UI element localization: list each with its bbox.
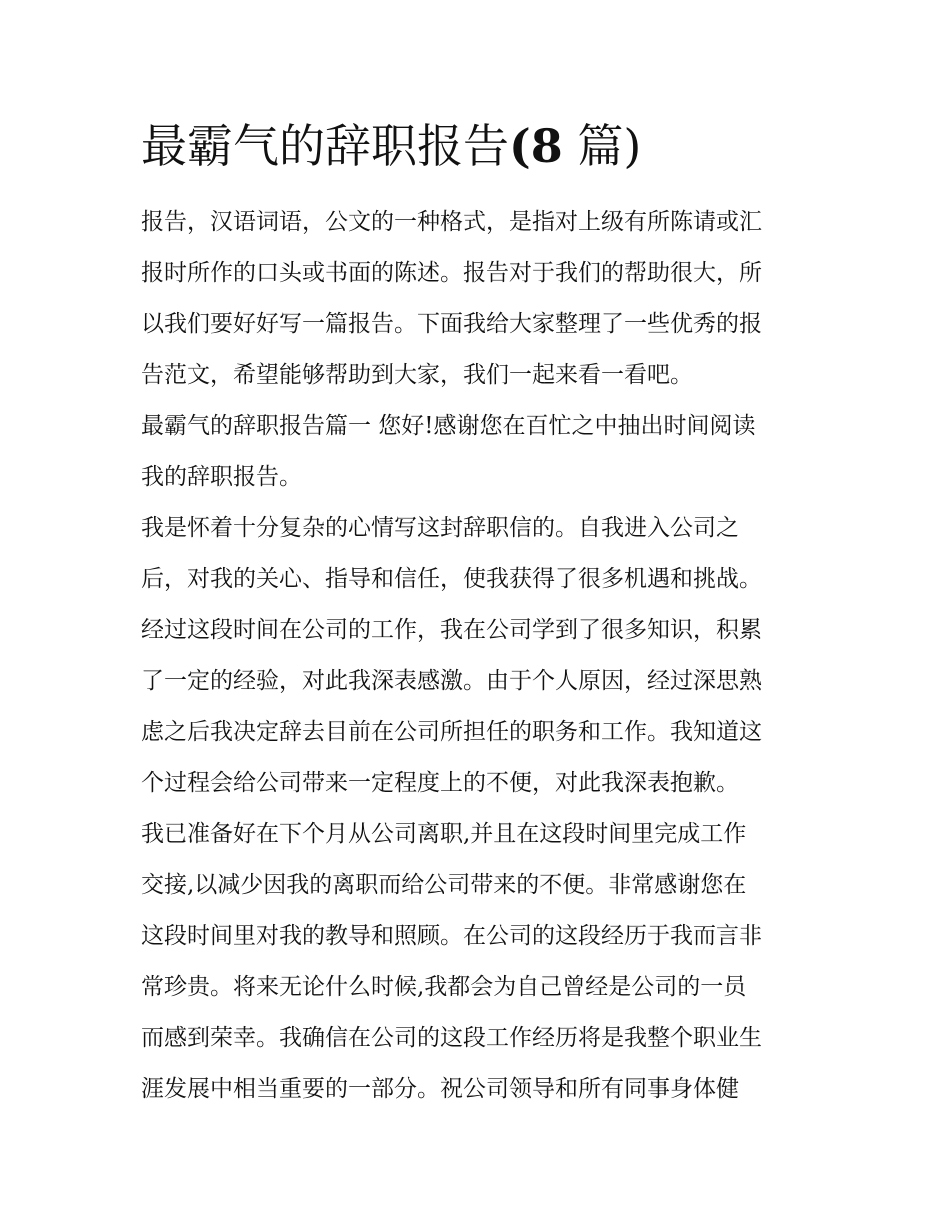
text-line: 了一定的经验，对此我深表感激。由于个人原因，经过深思熟 (141, 668, 762, 694)
title-count: 8 (530, 119, 563, 173)
text-line: 个过程会给公司带来一定程度上的不便，对此我深表抱歉。 (141, 770, 739, 796)
text-line: 我是怀着十分复杂的心情写这封辞职信的。自我进入公司之 (141, 515, 739, 541)
document-title (141, 112, 821, 180)
text-line: 这段时间里对我的教导和照顾。在公司的这段经历于我而言非 (141, 923, 762, 949)
text-line: 后，对我的关心、指导和信任，使我获得了很多机遇和挑战。 (141, 566, 762, 592)
text-line: 以我们要好好写一篇报告。下面我给大家整理了一些优秀的报 (141, 311, 762, 337)
title-paren-open: ( (509, 119, 531, 173)
text-line: 经过这段时间在公司的工作，我在公司学到了很多知识，积累 (141, 617, 762, 643)
text-line: 告范文，希望能够帮助到大家，我们一起来看一看吧。 (141, 362, 693, 388)
text-line: 涯发展中相当重要的一部分。祝公司领导和所有同事身体健 (141, 1076, 739, 1102)
text-line: 我已准备好在下个月从公司离职,并且在这段时间里完成工作 (141, 821, 747, 847)
text-line: 最霸气的辞职报告篇一 您好!感谢您在百忙之中抽出时间阅读 (141, 413, 756, 439)
title-tail: 篇) (562, 119, 642, 173)
document-body (141, 197, 813, 1115)
text-line: 交接,以减少因我的离职而给公司带来的不便。非常感谢您在 (141, 872, 747, 898)
text-line: 报告，汉语词语，公文的一种格式，是指对上级有所陈请或汇 (141, 209, 762, 235)
text-line: 而感到荣幸。我确信在公司的这段工作经历将是我整个职业生 (141, 1025, 762, 1051)
text-line: 报时所作的口头或书面的陈述。报告对于我们的帮助很大，所 (141, 260, 762, 286)
title-main: 最霸气的辞职报告 (141, 119, 509, 173)
text-line: 我的辞职报告。 (141, 464, 302, 490)
text-line: 虑之后我决定辞去目前在公司所担任的职务和工作。我知道这 (141, 719, 762, 745)
text-line: 常珍贵。将来无论什么时候,我都会为自己曾经是公司的一员 (141, 974, 747, 1000)
